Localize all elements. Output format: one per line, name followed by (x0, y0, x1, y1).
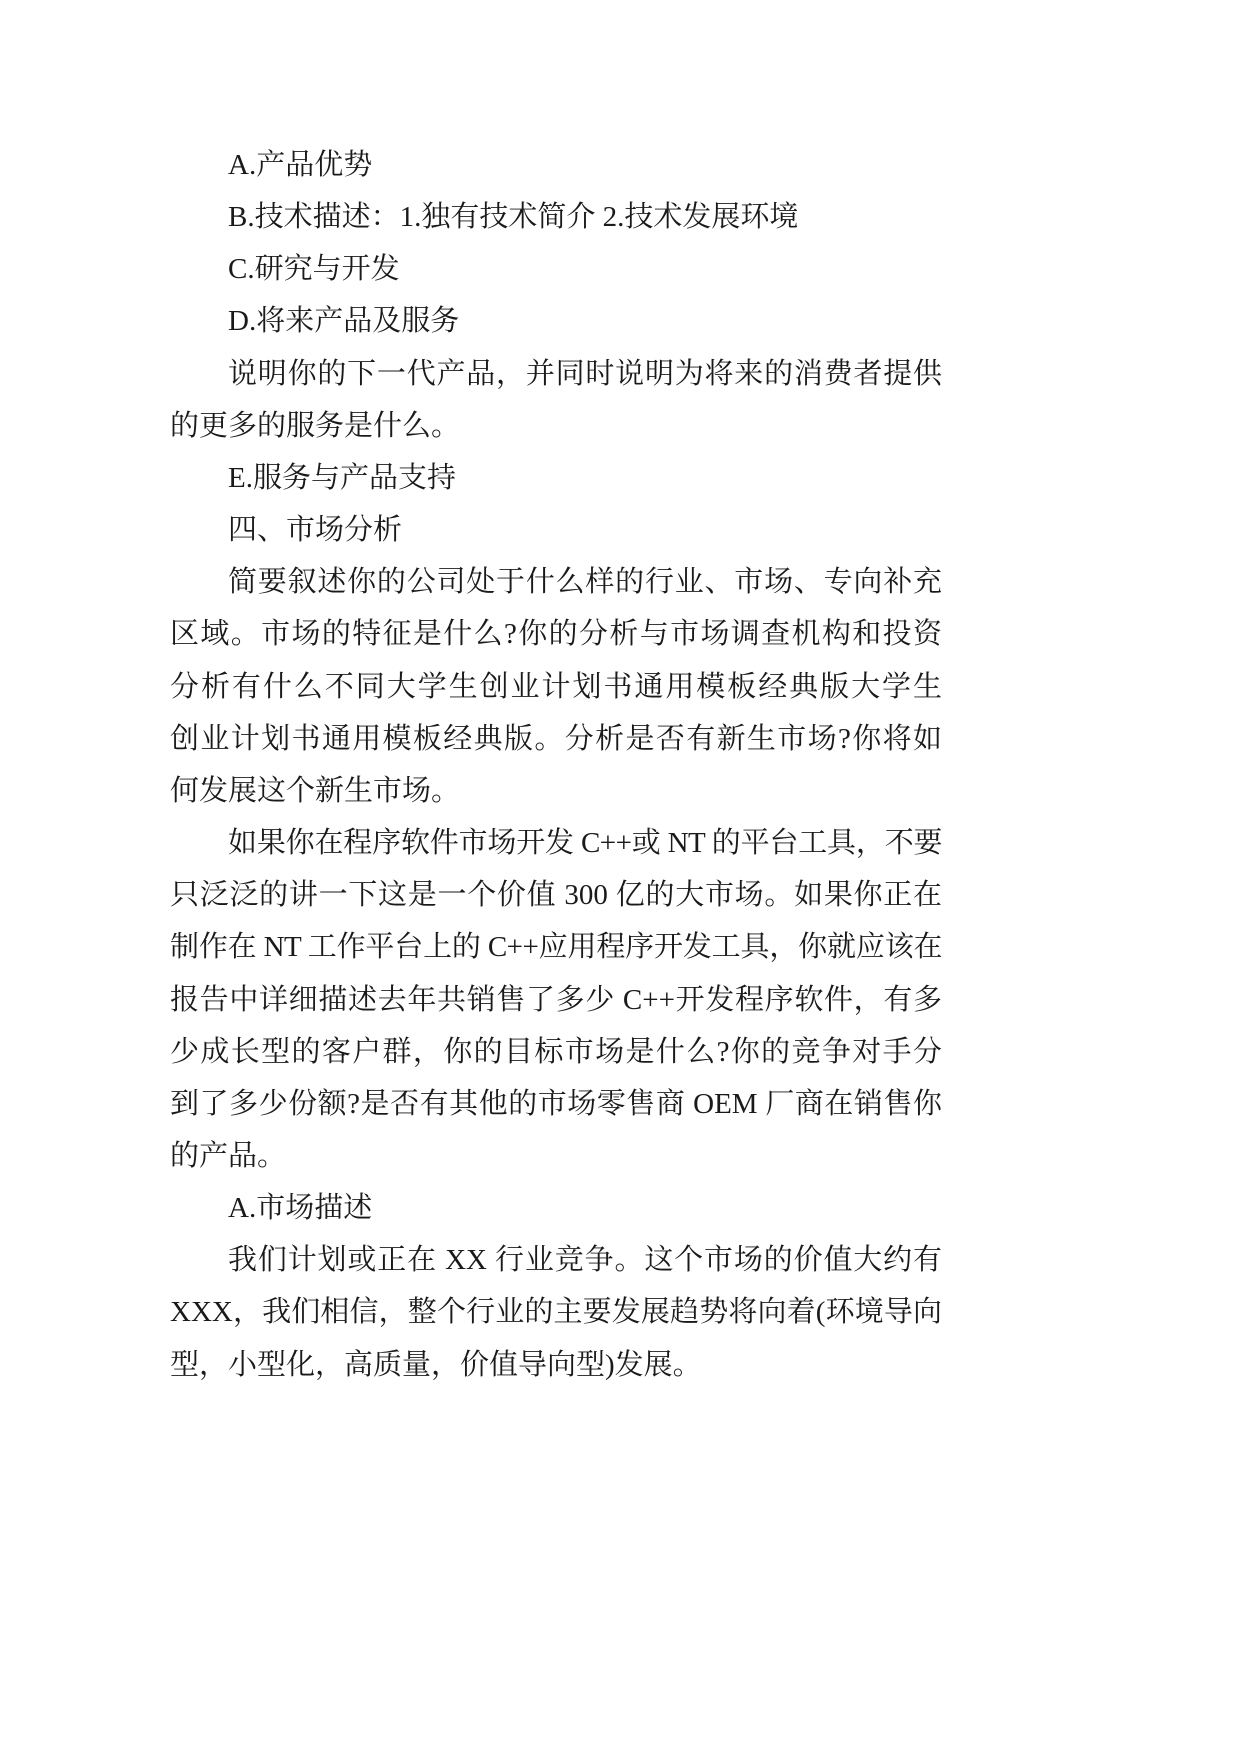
text-line: 创业计划书通用模板经典版。分析是否有新生市场?你将如 (170, 722, 942, 755)
text-line: 少成长型的客户群，你的目标市场是什么?你的竞争对手分 (170, 1035, 942, 1068)
paragraph (170, 139, 942, 191)
text-line: 的更多的服务是什么。 (170, 409, 461, 442)
paragraph (170, 1182, 942, 1234)
paragraph (170, 556, 942, 817)
text-line: A.市场描述 (228, 1192, 373, 1225)
paragraph (170, 452, 942, 504)
text-line: E.服务与产品支持 (228, 461, 456, 494)
text-line: B.技术描述：1.独有技术简介 2.技术发展环境 (228, 201, 799, 234)
text-line: D.将来产品及服务 (228, 305, 460, 338)
text-line: 的产品。 (170, 1139, 287, 1172)
text-line: 简要叙述你的公司处于什么样的行业、市场、专向补充 (228, 566, 942, 599)
paragraph (170, 817, 942, 1182)
text-line: 四、市场分析 (228, 514, 403, 547)
text-line: XXX，我们相信，整个行业的主要发展趋势将向着(环境导向 (170, 1296, 942, 1329)
paragraph (170, 504, 942, 556)
text-line: C.研究与开发 (228, 253, 400, 286)
text-line: 报告中详细描述去年共销售了多少 C++开发程序软件，有多 (170, 983, 942, 1016)
text-line: 分析有什么不同大学生创业计划书通用模板经典版大学生 (170, 670, 942, 703)
paragraph (170, 348, 942, 452)
paragraph (170, 295, 942, 347)
text-line: 型，小型化，高质量，价值导向型)发展。 (170, 1348, 702, 1381)
text-line: 如果你在程序软件市场开发 C++或 NT 的平台工具，不要 (228, 827, 942, 860)
text-line: 到了多少份额?是否有其他的市场零售商 OEM 厂商在销售你 (170, 1087, 942, 1120)
document-body (170, 139, 942, 1391)
text-line: 我们计划或正在 XX 行业竞争。这个市场的价值大约有 (228, 1244, 942, 1277)
paragraph (170, 1234, 942, 1390)
paragraph (170, 243, 942, 295)
text-line: A.产品优势 (228, 149, 373, 181)
text-line: 区域。市场的特征是什么?你的分析与市场调查机构和投资 (170, 618, 942, 651)
text-line: 制作在 NT 工作平台上的 C++应用程序开发工具，你就应该在 (170, 931, 942, 964)
paragraph (170, 191, 942, 243)
text-line: 说明你的下一代产品，并同时说明为将来的消费者提供 (228, 357, 942, 390)
text-line: 何发展这个新生市场。 (170, 774, 461, 807)
text-line: 只泛泛的讲一下这是一个价值 300 亿的大市场。如果你正在 (170, 879, 942, 912)
